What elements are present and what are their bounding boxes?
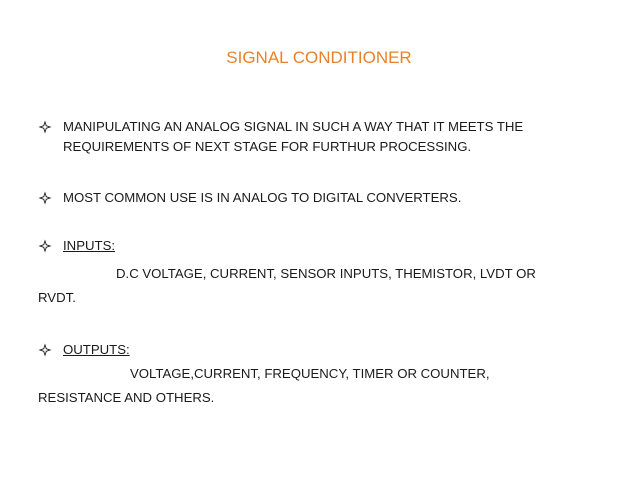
outputs-heading: OUTPUTS: <box>63 342 130 357</box>
diamond-bullet-icon <box>38 120 52 134</box>
inputs-detail <box>38 262 618 310</box>
outputs-detail <box>38 362 618 410</box>
slide-title: SIGNAL CONDITIONER <box>226 48 412 67</box>
diamond-bullet-icon <box>38 191 52 205</box>
diamond-bullet-icon <box>38 239 52 253</box>
bullet-item-outputs <box>38 340 623 360</box>
bullet-2-text: MOST COMMON USE IS IN ANALOG TO DIGITAL CONVERTERS. <box>63 190 462 205</box>
bullet-item-1 <box>38 117 623 157</box>
bullet-1-line-1: MANIPULATING AN ANALOG SIGNAL IN SUCH A WAY THAT IT MEETS THE <box>63 119 524 134</box>
inputs-heading: INPUTS: <box>63 238 116 253</box>
diamond-bullet-icon <box>38 343 52 357</box>
outputs-detail-line-2: RESISTANCE AND OTHERS. <box>38 390 215 405</box>
bullet-item-2 <box>38 188 623 208</box>
bullet-item-inputs <box>38 236 623 256</box>
bullet-1-line-2: REQUIREMENTS OF NEXT STAGE FOR FURTHUR PROCESSING. <box>63 139 472 154</box>
inputs-detail-line-2: RVDT. <box>38 290 76 305</box>
outputs-detail-line-1: VOLTAGE,CURRENT, FREQUENCY, TIMER OR COUNTER, <box>130 366 490 381</box>
inputs-detail-line-1: D.C VOLTAGE, CURRENT, SENSOR INPUTS, THEMISTOR, LVDT OR <box>116 266 536 281</box>
